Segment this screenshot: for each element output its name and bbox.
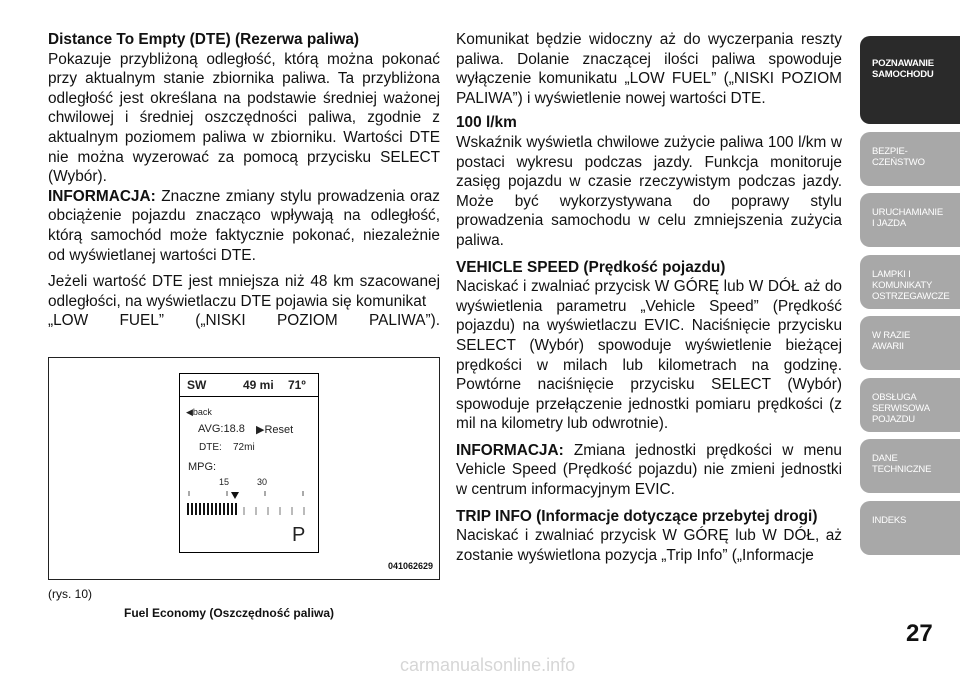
info-label-2: INFORMACJA: [456, 441, 564, 459]
section-tabs [860, 36, 960, 562]
right-column [456, 30, 842, 572]
tab-lampki-i-komunikaty[interactable]: LAMPKI I KOMUNIKATY OSTRZEGAWCZE [860, 255, 960, 309]
consumption-paragraph: Wskaźnik wyświetla chwilowe zużycie paliwa 100 l/km w postaci wykresu podczas jazdy. Funkcja monitoruje zasięg pojazdu w czasie rzeczywistym podczas jazdy. Może być wykorzystywana do poprawy stylu prowadzenia samochodu w celu zmniejszenia zużycia paliwa. [456, 133, 842, 249]
info-paragraph: Znaczne zmiany stylu prowadzenia oraz obciążenie pojazdu znacząco wpływają na odległość, którą samochód może faktycznie pokonać, niezależnie od wyświetlanej wartości DTE. [48, 187, 440, 264]
tab-bezpieczenstwo[interactable]: BEZPIE- CZEŃSTWO [860, 132, 960, 186]
tab-uruchamianie-i-jazda[interactable]: URUCHAMIANIE I JAZDA [860, 193, 960, 247]
dte-heading: Distance To Empty (DTE) (Rezerwa paliwa) [48, 31, 360, 48]
odometer-range: 49 mi [243, 378, 274, 392]
figure-caption: Fuel Economy (Oszczędność paliwa) [124, 606, 335, 620]
back-option: ◀back [186, 407, 212, 417]
scale-tick-15: 15 [219, 477, 230, 487]
avg-value: AVG:18.8 [198, 423, 245, 435]
triangle-down-icon [231, 492, 239, 499]
temperature: 71º [288, 378, 306, 392]
mpg-bars [188, 503, 236, 515]
vehicle-speed-heading: VEHICLE SPEED (Prędkość pojazdu) [456, 258, 726, 276]
display-status-bar [180, 374, 318, 397]
mpg-label: MPG: [188, 461, 217, 473]
tab-dane-techniczne[interactable]: DANE TECHNICZNE [860, 439, 960, 493]
dte-value: 72mi [233, 442, 255, 453]
triangle-right-icon: ▶ [256, 424, 265, 436]
gear-indicator: P [292, 524, 306, 546]
low-fuel-paragraph: Jeżeli wartość DTE jest mniejsza niż 48 km szacowanej odległości, na wyświetlaczu DTE pojawia się komunikat [48, 273, 440, 310]
trip-info-heading: TRIP INFO (Informacje dotyczące przebytej drogi) [456, 507, 818, 525]
vehicle-speed-paragraph: Naciskać i zwalniać przycisk W GÓRĘ lub W DÓŁ aż do wyświetlenia parametru „Vehicle Speed” (Prędkość pojazdu) na wyświetlaczu EVIC. Naciśnięcie przycisku SELECT (Wybór) spowoduje wyświetlenie bieżącej prędkości w milach lub kilometrach na godzinę. Powtórne naciśnięcie przycisku SELECT (Wybór) spowoduje przełączenie jednostki pomiaru prędkości (z mil na kilometry lub odwrotnie). [456, 278, 842, 433]
scale-tick-30: 30 [257, 477, 268, 487]
low-fuel-continuation: Komunikat będzie widoczny aż do wyczerpania reszty paliwa. Dolanie znaczącej ilości paliwa spowoduje wyłączenie komunikatu „LOW FUEL” („NISKI POZIOM PALIWA”) i wyświetlenie nowej wartości DTE. [456, 31, 842, 107]
dte-label: DTE: [199, 442, 222, 453]
figure-reference: (rys. 10) [48, 587, 93, 601]
trip-info-paragraph: Naciskać i zwalniać przycisk W GÓRĘ lub W DÓŁ, aż zostanie wyświetlona pozycja „Trip Info” („Informacje [456, 527, 842, 564]
reset-option: ▶Reset [256, 424, 294, 436]
consumption-heading: 100 l/km [456, 114, 517, 132]
left-column [48, 30, 440, 338]
mpg-empty-ticks [244, 507, 304, 515]
dte-paragraph: Pokazuje przybliżoną odległość, którą można pokonać przy aktualnym stanie zbiornika paliwa. Ta przybliżona odległość jest określana na podstawie średniej ważonej chwilowej i średniej oszczędności paliwa, zgodnie z aktualnym poziomem paliwa w zbiorniku. Wartości DTE nie można wyzerować za pomocą przycisku SELECT (Wybór). [48, 50, 440, 186]
mpg-bar-graph [180, 489, 320, 529]
watermark: carmanualsonline.info [400, 655, 576, 675]
figure-code: 041062629 [387, 561, 433, 571]
triangle-left-icon: ◀ [186, 407, 193, 417]
info-paragraph-2: Zmiana jednostki prędkości w menu Vehicle Speed (Prędkość pojazdu) nie zmieni jednostki w centrum informacyjnym EVIC. [456, 441, 842, 499]
figure-fuel-economy [48, 357, 440, 580]
tab-w-razie-awarii[interactable]: W RAZIE AWARII [860, 316, 960, 370]
low-fuel-message: „LOW FUEL” („NISKI POZIOM PALIWA”). [48, 312, 440, 330]
compass-heading: SW [187, 378, 207, 392]
tab-indeks[interactable]: INDEKS [860, 501, 960, 555]
scale-ticks [189, 491, 303, 496]
tab-obsluga-serwisowa[interactable]: OBSŁUGA SERWISOWA POJAZDU [860, 378, 960, 432]
evic-display [179, 373, 319, 553]
info-label: INFORMACJA: [48, 187, 156, 205]
tab-poznawanie-samochodu[interactable]: POZNAWANIE SAMOCHODU [860, 36, 960, 124]
page-number: 27 [906, 620, 933, 647]
